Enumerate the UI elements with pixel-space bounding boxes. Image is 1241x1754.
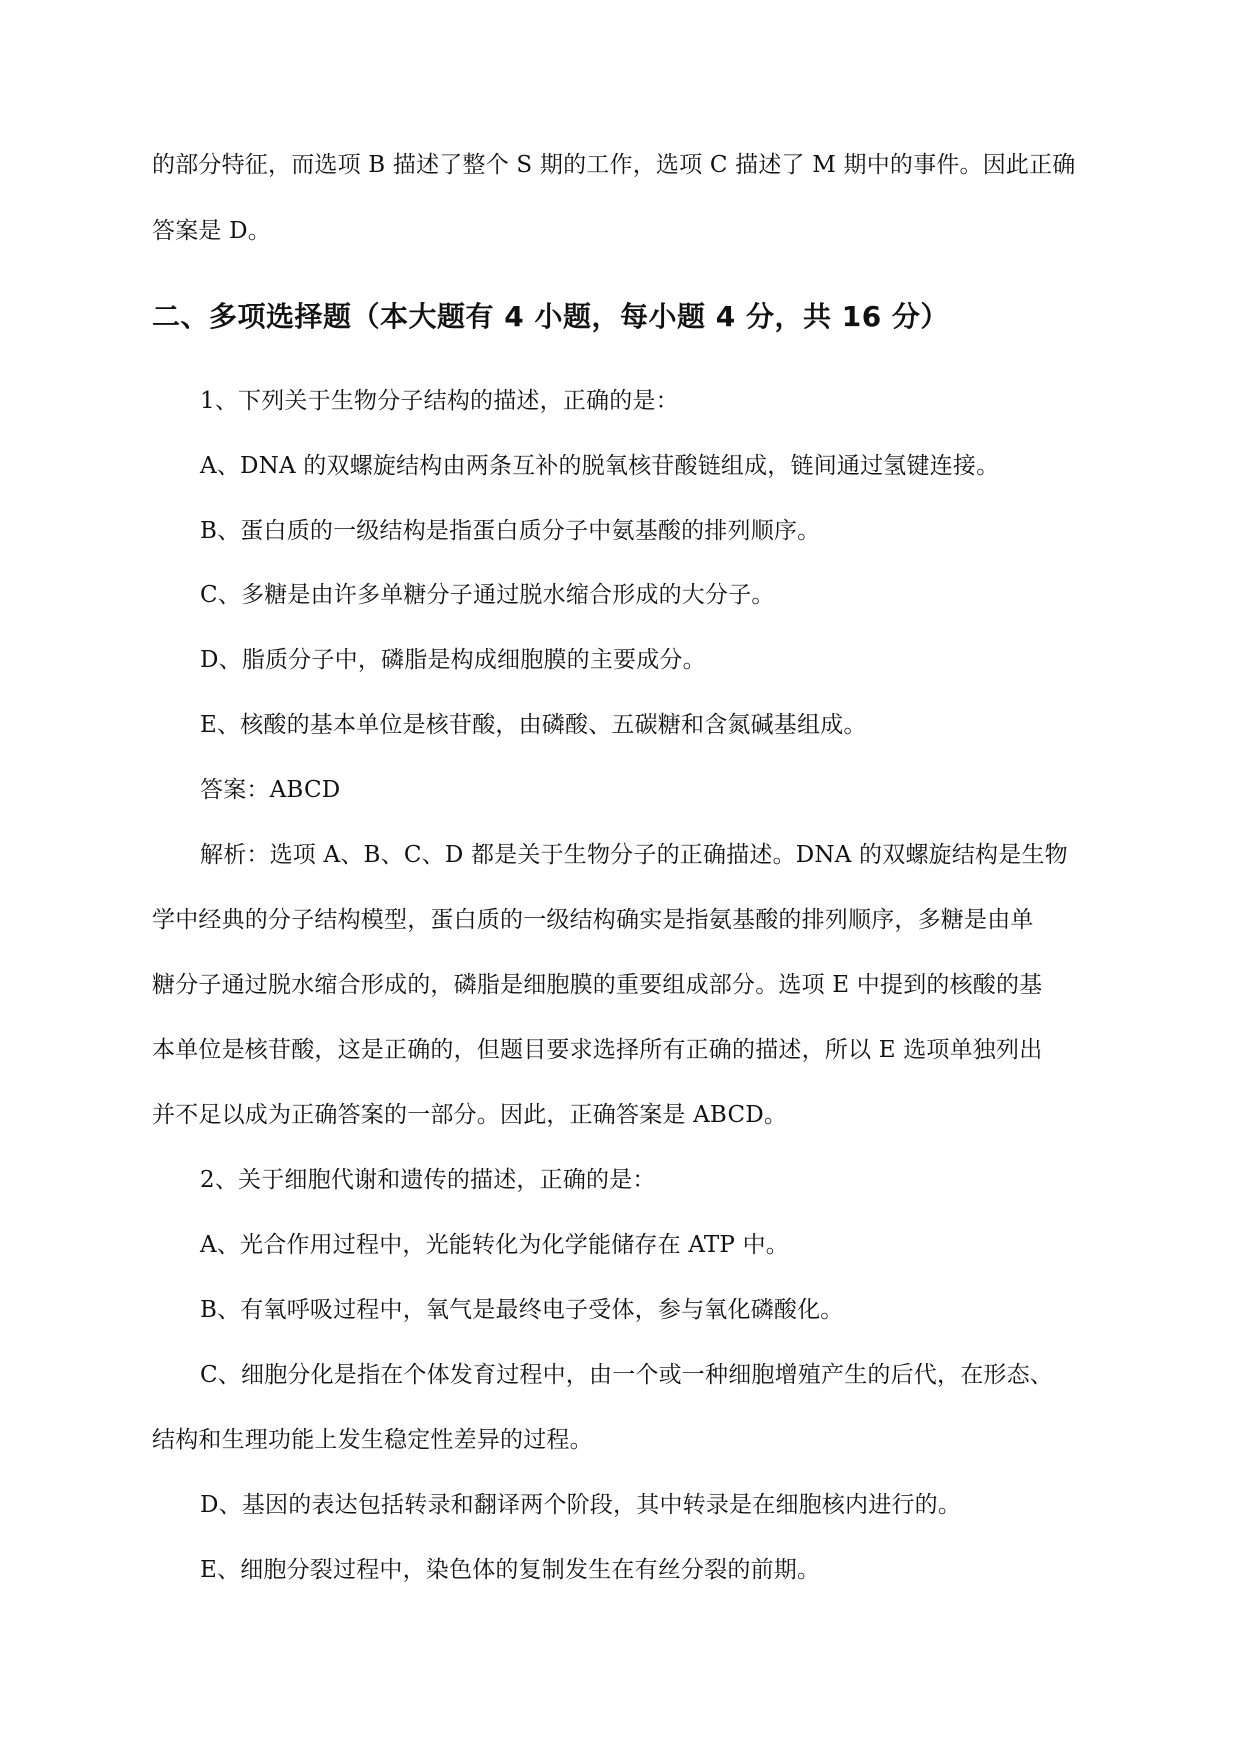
question-1-option-b: B、蛋白质的一级结构是指蛋白质分子中氨基酸的排列顺序。 <box>200 518 821 544</box>
question-2-option-b: B、有氧呼吸过程中，氧气是最终电子受体，参与氧化磷酸化。 <box>200 1297 844 1323</box>
intro-line: 答案是 D。 <box>152 218 271 244</box>
question-1-answer: 答案：ABCD <box>200 777 341 803</box>
question-1-analysis-line: 并不足以成为正确答案的一部分。因此，正确答案是 ABCD。 <box>152 1102 788 1128</box>
question-1-analysis-line: 本单位是核苷酸，这是正确的，但题目要求选择所有正确的描述，所以 E 选项单独列出 <box>152 1037 1043 1063</box>
question-1-analysis-line: 学中经典的分子结构模型，蛋白质的一级结构确实是指氨基酸的排列顺序，多糖是由单 <box>152 907 1034 933</box>
question-2-stem: 2、关于细胞代谢和遗传的描述，正确的是： <box>200 1167 656 1193</box>
question-1-stem: 1、下列关于生物分子结构的描述，正确的是： <box>200 388 679 414</box>
question-1-option-c: C、多糖是由许多单糖分子通过脱水缩合形成的大分子。 <box>200 582 775 608</box>
question-2-option-e: E、细胞分裂过程中，染色体的复制发生在有丝分裂的前期。 <box>200 1557 821 1583</box>
question-2-option-c: C、细胞分化是指在个体发育过程中，由一个或一种细胞增殖产生的后代，在形态、 <box>200 1362 1053 1388</box>
section-heading: 二、多项选择题（本大题有 4 小题，每小题 4 分，共 16 分） <box>152 300 949 333</box>
question-2-option-d: D、基因的表达包括转录和翻译两个阶段，其中转录是在细胞核内进行的。 <box>200 1492 962 1518</box>
question-1-option-a: A、DNA 的双螺旋结构由两条互补的脱氧核苷酸链组成，链间通过氢键连接。 <box>200 453 1000 479</box>
question-1-option-e: E、核酸的基本单位是核苷酸，由磷酸、五碳糖和含氮碱基组成。 <box>200 712 867 738</box>
question-1-option-d: D、脂质分子中，磷脂是构成细胞膜的主要成分。 <box>200 647 706 673</box>
question-2-option-c-continued: 结构和生理功能上发生稳定性差异的过程。 <box>152 1427 593 1453</box>
question-1-analysis-line: 解析：选项 A、B、C、D 都是关于生物分子的正确描述。DNA 的双螺旋结构是生物 <box>200 842 1068 868</box>
question-1-analysis-line: 糖分子通过脱水缩合形成的，磷脂是细胞膜的重要组成部分。选项 E 中提到的核酸的基 <box>152 972 1043 998</box>
intro-line: 的部分特征，而选项 B 描述了整个 S 期的工作，选项 C 描述了 M 期中的事件。因此正确 <box>152 152 1076 178</box>
question-2-option-a: A、光合作用过程中，光能转化为化学能储存在 ATP 中。 <box>200 1232 790 1258</box>
